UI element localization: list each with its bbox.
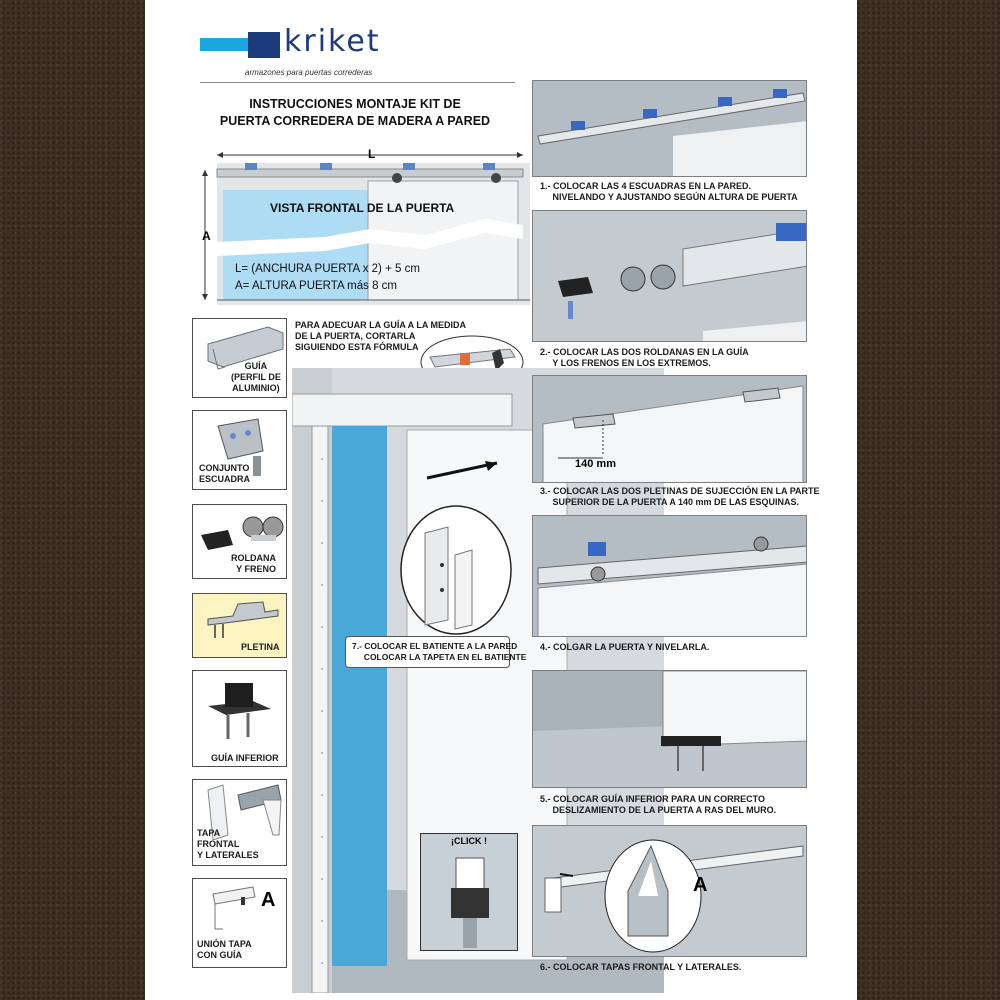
component-escuadra: [192, 410, 287, 490]
marker-a-step-6: A: [693, 874, 708, 896]
component-tapa-label: TAPA FRONTAL Y LATERALES: [197, 828, 259, 860]
component-roldana-label: ROLDANA Y FRENO: [231, 553, 276, 574]
step-1-image: [532, 80, 807, 177]
click-detail: [420, 833, 518, 951]
step-2-caption: 2.- COLOCAR LAS DOS ROLDANAS EN LA GUÍA Y LOS FRENOS EN LOS EXTREMOS.: [540, 347, 749, 368]
component-union-tapa-label: UNIÓN TAPA CON GUÍA: [197, 939, 252, 960]
step-6-image: [532, 825, 807, 957]
component-escuadra-label: CONJUNTO ESCUADRA: [199, 463, 251, 484]
formula-l: L= (ANCHURA PUERTA x 2) + 5 cm: [235, 263, 420, 275]
step-7-caption: 7.- COLOCAR EL BATIENTE A LA PARED COLOCAR LA TAPETA EN EL BATIENTE: [352, 641, 527, 662]
component-guia-inferior-label: GUÍA INFERIOR: [211, 753, 279, 763]
marker-a-component: A: [261, 889, 276, 911]
step-5-caption: 5.- COLOCAR GUÍA INFERIOR PARA UN CORRECTO DESLIZAMIENTO DE LA PUERTA A RAS DEL MURO.: [540, 794, 777, 815]
component-tapa: [192, 779, 287, 866]
step-3-caption: 3.- COLOCAR LAS DOS PLETINAS DE SUJECCIÓN EN LA PARTE SUPERIOR DE LA PUERTA A 140 mm DE LAS ESQUINAS.: [540, 486, 820, 507]
step-3-image: [532, 375, 807, 483]
formula-a: A= ALTURA PUERTA más 8 cm: [235, 280, 398, 292]
tagline: armazones para puertas correderas: [245, 68, 373, 77]
title-line-1: INSTRUCCIONES MONTAJE KIT DE: [249, 97, 461, 111]
instruction-sheet: [145, 0, 857, 1000]
component-guia-inferior: [192, 670, 287, 767]
component-guia: [192, 318, 287, 398]
logo-bar-navy: [248, 32, 280, 58]
component-pletina-label: PLETINA: [241, 642, 280, 652]
step-3-measure: 140 mm: [575, 458, 616, 470]
step-6-caption: 6.- COLOCAR TAPAS FRONTAL Y LATERALES.: [540, 962, 742, 972]
dimension-a-label: A: [202, 229, 211, 243]
batiente-detail-circle: [400, 505, 512, 635]
title-line-2: PUERTA CORREDERA DE MADERA A PARED: [219, 114, 491, 128]
click-label: ¡CLICK !: [451, 836, 487, 846]
logo: [200, 24, 400, 70]
front-view-label: VISTA FRONTAL DE LA PUERTA: [270, 201, 455, 215]
page-title: [185, 96, 525, 130]
component-pletina: [192, 593, 287, 658]
logo-text: kriket: [284, 24, 381, 59]
component-union-tapa: [192, 878, 287, 968]
step-1-caption: 1.- COLOCAR LAS 4 ESCUADRAS EN LA PARED. NIVELANDO Y AJUSTANDO SEGÚN ALTURA DE PUERTA: [540, 181, 798, 202]
step-5-image: [532, 670, 807, 788]
component-guia-label: GUÍA (PERFIL DE ALUMINIO): [231, 361, 281, 393]
step-2-image: [532, 210, 807, 342]
front-view-diagram: [185, 145, 530, 310]
step-4-caption: 4.- COLGAR LA PUERTA Y NIVELARLA.: [540, 642, 710, 652]
cut-note: PARA ADECUAR LA GUÍA A LA MEDIDA DE LA PUERTA, CORTARLA SIGUIENDO ESTA FÓRMULA: [295, 320, 466, 352]
header-rule: [200, 82, 515, 83]
component-roldana: [192, 504, 287, 579]
dimension-l-label: L: [368, 147, 376, 161]
step-4-image: [532, 515, 807, 637]
step-7-callout: [345, 636, 527, 668]
